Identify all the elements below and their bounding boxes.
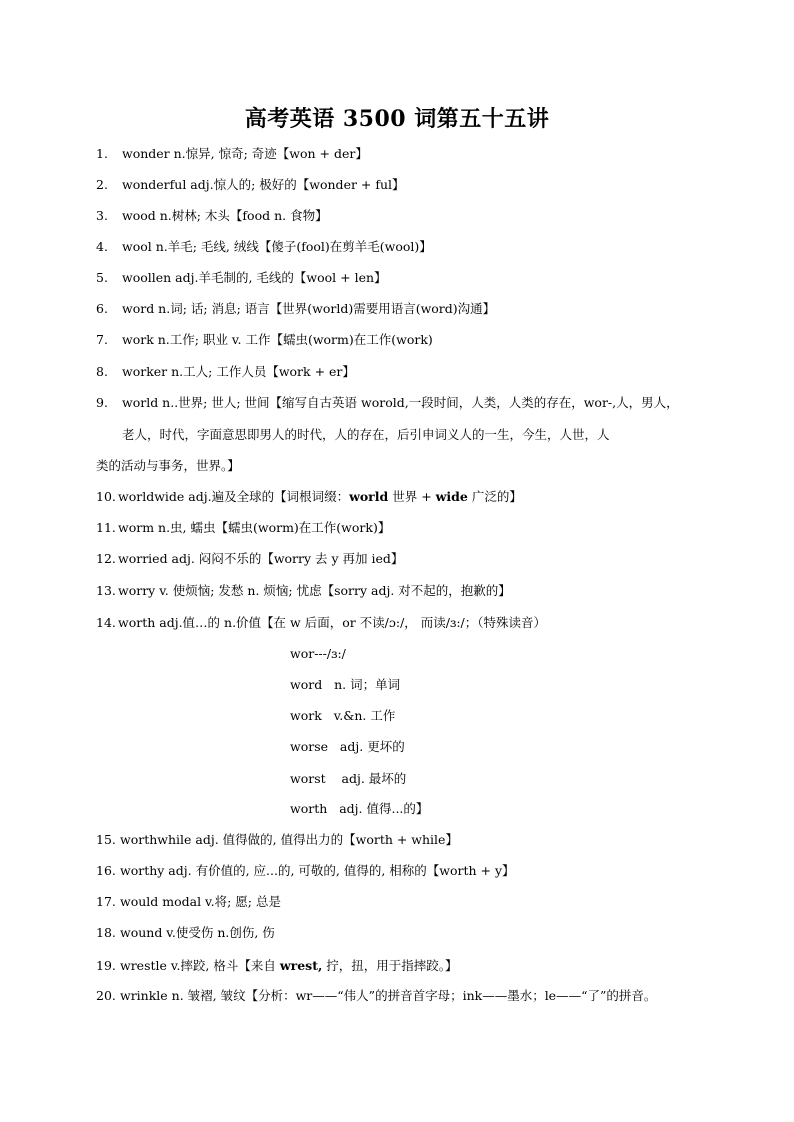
item-text: worry v. 使烦恼; 发愁 n. 烦恼; 忧虑【sorry adj. 对不起的，抱歉的】 [118,583,511,598]
list-item [96,832,458,848]
list-item [96,583,511,599]
item-text: wood n.树林; 木头【food n. 食物】 [122,208,328,223]
item-text: wound v.使受伤 n.创伤, 伤 [120,925,275,940]
item-text: worm n.虫, 蠕虫【蠕虫(worm)在工作(work)】 [118,520,391,535]
item-number: 2. [96,177,108,192]
list-item [96,177,405,193]
sub-list-item: worse adj. 更坏的 [290,739,405,754]
list-item [96,301,495,317]
list-item [96,988,656,1004]
item-number: 14. [96,615,116,630]
item-number: 12. [96,551,116,566]
list-item [96,395,679,411]
sub-list-item: word n. 词；单词 [290,677,401,692]
item-text-tail: 广泛的】 [467,489,522,504]
sub-list-item: worth adj. 值得...的】 [290,801,429,816]
item-number: 9. [96,395,108,410]
item-number: 3. [96,208,108,223]
item-text-mid: 世界 + [388,489,436,504]
list-item-continuation [96,458,240,474]
item-number: 17. [96,894,116,909]
item-text: wonderful adj.惊人的; 极好的【wonder + ful】 [122,177,405,192]
page-title: 高考英语 3500 词第五十五讲 [244,106,550,132]
list-item [96,925,275,941]
list-item [96,364,355,380]
item-number: 4. [96,239,108,254]
item-number: 20. [96,988,116,1003]
list-item [96,208,328,224]
list-item-continuation [122,427,610,443]
item-text: 老人，时代，字面意思即男人的时代，人的存在，后引申词义人的一生，今生，人世，人 [122,427,610,442]
item-text-tail: 拧，扭，用于指摔跤。】 [322,958,458,973]
item-text: worthwhile adj. 值得做的, 值得出力的【worth + while】 [120,832,458,847]
list-item [96,958,458,974]
item-text: worried adj. 闷闷不乐的【worry 去 y 再加 ied】 [118,551,404,566]
item-number: 7. [96,332,108,347]
item-text: 类的活动与事务，世界。】 [96,458,240,473]
item-text: worth adj.值…的 n.价值【在 w 后面，or 不读/ɔ:/， 而读/ɜ:/；（特殊读音） [118,615,547,630]
item-number: 19. [96,958,116,973]
item-number: 10. [96,489,116,504]
list-item [96,615,546,631]
item-text: world n..世界; 世人; 世间【缩写自古英语 worold,一段时间，人类，人类的存在，wor-,人，男人， [122,395,679,410]
item-number: 8. [96,364,108,379]
list-item [96,239,432,255]
item-number: 13. [96,583,116,598]
item-text: work n.工作; 职业 v. 工作【蠕虫(worm)在工作(work) [122,332,433,347]
item-text: word n.词; 话; 消息; 语言【世界(world)需要用语言(word)沟通】 [122,301,496,316]
list-item [96,270,387,286]
item-number: 1. [96,146,108,161]
item-number: 6. [96,301,108,316]
item-text: woollen adj.羊毛制的, 毛线的【wool + len】 [122,270,387,285]
item-number: 5. [96,270,108,285]
item-text: wrinkle n. 皱褶, 皱纹【分析：wr——“伟人”的拼音首字母；ink——墨水；le——“了”的拼音。 [120,988,657,1003]
list-item [96,146,368,162]
item-text: wonder n.惊异, 惊奇; 奇迹【won + der】 [122,146,368,161]
list-item [96,863,515,879]
item-number: 15. [96,832,116,847]
item-text: wrestle v.摔跤, 格斗【来自 [120,958,280,973]
item-text: wool n.羊毛; 毛线, 绒线【傻子(fool)在剪羊毛(wool)】 [122,239,432,254]
list-item [96,894,281,910]
sub-list-item: wor---/ɜ:/ [290,646,346,661]
item-text: worthy adj. 有价值的, 应...的, 可敬的, 值得的, 相称的【worth + y】 [120,863,515,878]
item-bold-word: world [349,489,389,504]
item-bold-word: wide [435,489,468,504]
sub-list-item: work v.&n. 工作 [290,708,396,723]
item-text: worldwide adj.遍及全球的【词根词缀： [118,489,350,504]
list-item [96,332,433,348]
item-text: worker n.工人; 工作人员【work + er】 [122,364,355,379]
item-number: 11. [96,520,116,535]
item-text: would modal v.将; 愿; 总是 [120,894,281,909]
item-number: 18. [96,925,116,940]
list-item [96,489,522,505]
sub-list-item: worst adj. 最坏的 [290,771,407,786]
list-item [96,520,390,536]
item-bold-word: wrest, [279,958,323,973]
item-number: 16. [96,863,116,878]
list-item [96,551,403,567]
